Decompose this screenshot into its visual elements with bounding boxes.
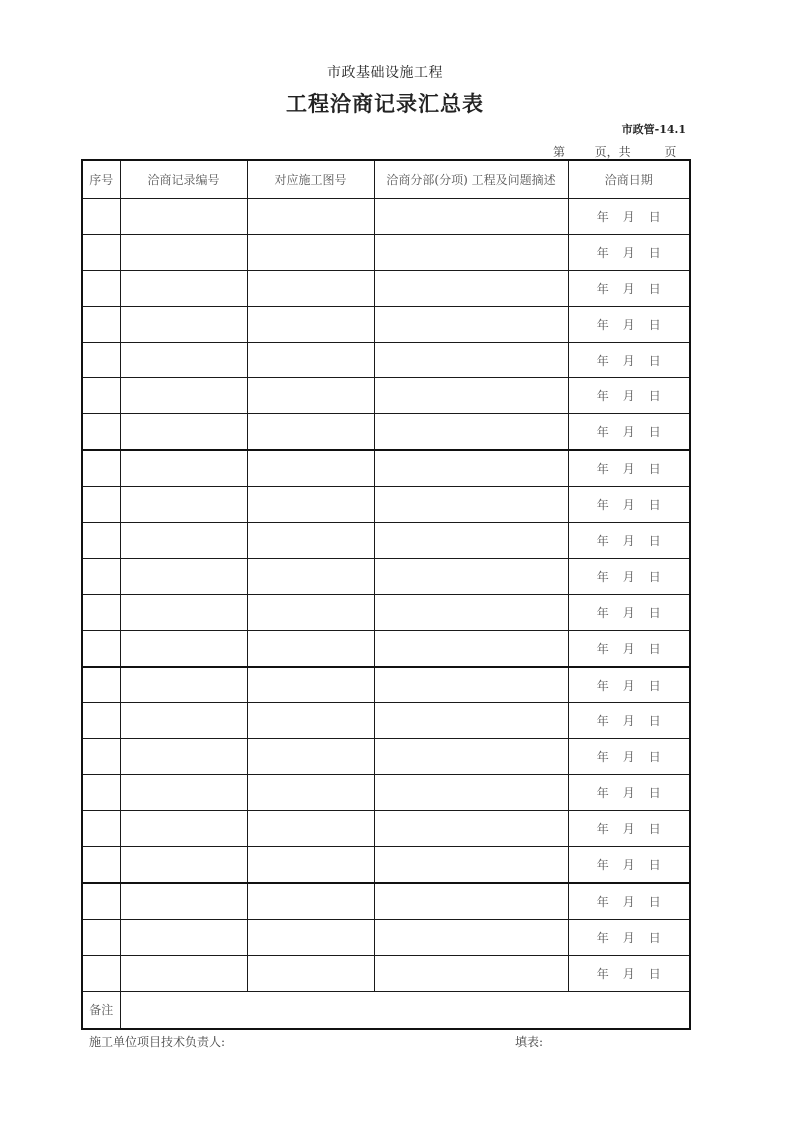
row-description-cell[interactable] xyxy=(374,558,568,594)
date-year-label: 年 xyxy=(596,498,609,513)
col-header-date: 洽商日期 xyxy=(568,160,690,199)
date-day-label: 日 xyxy=(648,389,661,404)
row-description-cell[interactable] xyxy=(374,739,568,775)
date-year-label: 年 xyxy=(596,245,609,260)
date-year-label: 年 xyxy=(596,569,609,584)
date-day-label: 日 xyxy=(648,894,661,909)
row-date-cell[interactable] xyxy=(568,594,690,630)
table-row xyxy=(82,955,690,991)
row-seq-cell[interactable] xyxy=(82,847,120,883)
date-year-label: 年 xyxy=(596,641,609,656)
row-seq-cell[interactable] xyxy=(82,306,120,342)
row-drawing-no-cell[interactable] xyxy=(247,775,374,811)
row-seq-cell[interactable] xyxy=(82,630,120,666)
row-date-cell[interactable] xyxy=(568,739,690,775)
row-record-no-cell[interactable] xyxy=(120,306,247,342)
row-record-no-cell[interactable] xyxy=(120,811,247,847)
row-drawing-no-cell[interactable] xyxy=(247,306,374,342)
row-drawing-no-cell[interactable] xyxy=(247,955,374,991)
row-description-cell[interactable] xyxy=(374,667,568,703)
row-seq-cell[interactable] xyxy=(82,378,120,414)
remark-label: 备注 xyxy=(82,991,120,1029)
row-seq-cell[interactable] xyxy=(82,775,120,811)
date-day-label: 日 xyxy=(648,209,661,224)
row-record-no-cell[interactable] xyxy=(120,558,247,594)
row-description-cell[interactable] xyxy=(374,847,568,883)
date-day-label: 日 xyxy=(648,857,661,872)
row-record-no-cell[interactable] xyxy=(120,594,247,630)
table-row xyxy=(82,667,690,703)
row-description-cell[interactable] xyxy=(374,883,568,919)
date-day-label: 日 xyxy=(648,714,661,729)
row-date-cell[interactable] xyxy=(568,306,690,342)
row-seq-cell[interactable] xyxy=(82,270,120,306)
form-code: 市政管-14.1 xyxy=(621,123,686,136)
summary-table xyxy=(81,159,691,1030)
row-description-cell[interactable] xyxy=(374,630,568,666)
table-row xyxy=(82,199,690,235)
date-day-label: 日 xyxy=(648,533,661,548)
page-ye-label: 页 xyxy=(664,145,677,159)
row-drawing-no-cell[interactable] xyxy=(247,487,374,523)
date-month-label: 月 xyxy=(622,281,635,296)
row-seq-cell[interactable] xyxy=(82,883,120,919)
date-month-label: 月 xyxy=(622,750,635,765)
date-day-label: 日 xyxy=(648,353,661,368)
row-date-cell[interactable] xyxy=(568,487,690,523)
table-body xyxy=(82,199,690,992)
row-seq-cell[interactable] xyxy=(82,919,120,955)
row-date-cell[interactable] xyxy=(568,270,690,306)
date-year-label: 年 xyxy=(596,317,609,332)
row-record-no-cell[interactable] xyxy=(120,450,247,486)
date-year-label: 年 xyxy=(596,425,609,440)
date-year-label: 年 xyxy=(596,605,609,620)
table-row xyxy=(82,234,690,270)
row-seq-cell[interactable] xyxy=(82,342,120,378)
date-year-label: 年 xyxy=(596,462,609,477)
row-description-cell[interactable] xyxy=(374,775,568,811)
row-drawing-no-cell[interactable] xyxy=(247,558,374,594)
row-seq-cell[interactable] xyxy=(82,199,120,235)
row-seq-cell[interactable] xyxy=(82,594,120,630)
date-year-label: 年 xyxy=(596,209,609,224)
row-record-no-cell[interactable] xyxy=(120,414,247,450)
row-record-no-cell[interactable] xyxy=(120,739,247,775)
row-record-no-cell[interactable] xyxy=(120,955,247,991)
table-row xyxy=(82,919,690,955)
row-description-cell[interactable] xyxy=(374,199,568,235)
row-description-cell[interactable] xyxy=(374,594,568,630)
row-date-cell[interactable] xyxy=(568,378,690,414)
date-month-label: 月 xyxy=(622,353,635,368)
date-month-label: 月 xyxy=(622,209,635,224)
row-seq-cell[interactable] xyxy=(82,234,120,270)
row-drawing-no-cell[interactable] xyxy=(247,811,374,847)
row-record-no-cell[interactable] xyxy=(120,703,247,739)
table-row xyxy=(82,523,690,559)
date-year-label: 年 xyxy=(596,281,609,296)
row-drawing-no-cell[interactable] xyxy=(247,919,374,955)
table-row xyxy=(82,270,690,306)
date-year-label: 年 xyxy=(596,714,609,729)
row-drawing-no-cell[interactable] xyxy=(247,883,374,919)
date-month-label: 月 xyxy=(622,641,635,656)
row-drawing-no-cell[interactable] xyxy=(247,199,374,235)
row-seq-cell[interactable] xyxy=(82,811,120,847)
date-day-label: 日 xyxy=(648,569,661,584)
col-header-drawing-no: 对应施工图号 xyxy=(247,160,374,199)
row-record-no-cell[interactable] xyxy=(120,487,247,523)
row-date-cell[interactable] xyxy=(568,342,690,378)
date-day-label: 日 xyxy=(648,425,661,440)
footer-tech-lead-label: 施工单位项目技术负责人: xyxy=(89,1035,226,1049)
date-month-label: 月 xyxy=(622,966,635,981)
row-seq-cell[interactable] xyxy=(82,487,120,523)
date-year-label: 年 xyxy=(596,822,609,837)
row-date-cell[interactable] xyxy=(568,630,690,666)
row-description-cell[interactable] xyxy=(374,487,568,523)
date-day-label: 日 xyxy=(648,678,661,693)
row-seq-cell[interactable] xyxy=(82,955,120,991)
date-month-label: 月 xyxy=(622,930,635,945)
row-description-cell[interactable] xyxy=(374,306,568,342)
date-day-label: 日 xyxy=(648,966,661,981)
row-record-no-cell[interactable] xyxy=(120,234,247,270)
date-day-label: 日 xyxy=(648,498,661,513)
row-record-no-cell[interactable] xyxy=(120,270,247,306)
date-month-label: 月 xyxy=(622,569,635,584)
date-month-label: 月 xyxy=(622,425,635,440)
table-row xyxy=(82,558,690,594)
page-indicator xyxy=(553,143,676,160)
row-seq-cell[interactable] xyxy=(82,558,120,594)
row-record-no-cell[interactable] xyxy=(120,199,247,235)
row-seq-cell[interactable] xyxy=(82,739,120,775)
table-row xyxy=(82,703,690,739)
footer-filler-label: 填表: xyxy=(515,1035,544,1049)
row-description-cell[interactable] xyxy=(374,919,568,955)
table-row xyxy=(82,378,690,414)
row-date-cell[interactable] xyxy=(568,811,690,847)
row-date-cell[interactable] xyxy=(568,955,690,991)
table-row xyxy=(82,594,690,630)
table-row xyxy=(82,847,690,883)
date-month-label: 月 xyxy=(622,857,635,872)
row-record-no-cell[interactable] xyxy=(120,775,247,811)
date-month-label: 月 xyxy=(622,317,635,332)
date-month-label: 月 xyxy=(622,245,635,260)
date-year-label: 年 xyxy=(596,857,609,872)
row-record-no-cell[interactable] xyxy=(120,523,247,559)
row-date-cell[interactable] xyxy=(568,199,690,235)
row-drawing-no-cell[interactable] xyxy=(247,523,374,559)
col-header-seq: 序号 xyxy=(82,160,120,199)
row-drawing-no-cell[interactable] xyxy=(247,667,374,703)
row-date-cell[interactable] xyxy=(568,667,690,703)
row-drawing-no-cell[interactable] xyxy=(247,378,374,414)
table-row xyxy=(82,811,690,847)
page-di-label: 第 xyxy=(553,145,566,159)
date-month-label: 月 xyxy=(622,462,635,477)
date-year-label: 年 xyxy=(596,389,609,404)
table-row xyxy=(82,775,690,811)
row-record-no-cell[interactable] xyxy=(120,342,247,378)
table-row xyxy=(82,739,690,775)
row-drawing-no-cell[interactable] xyxy=(247,847,374,883)
table-row xyxy=(82,450,690,486)
row-record-no-cell[interactable] xyxy=(120,883,247,919)
date-year-label: 年 xyxy=(596,678,609,693)
table-row xyxy=(82,883,690,919)
row-seq-cell[interactable] xyxy=(82,667,120,703)
date-month-label: 月 xyxy=(622,786,635,801)
col-header-description: 洽商分部(分项) 工程及问题摘述 xyxy=(374,160,568,199)
document-subtitle: 市政基础设施工程 xyxy=(327,65,443,81)
remark-field[interactable] xyxy=(120,991,690,1029)
date-day-label: 日 xyxy=(648,786,661,801)
row-date-cell[interactable] xyxy=(568,558,690,594)
table-row xyxy=(82,487,690,523)
date-year-label: 年 xyxy=(596,894,609,909)
row-drawing-no-cell[interactable] xyxy=(247,450,374,486)
row-drawing-no-cell[interactable] xyxy=(247,630,374,666)
table-header-row xyxy=(82,160,690,199)
row-record-no-cell[interactable] xyxy=(120,378,247,414)
row-date-cell[interactable] xyxy=(568,919,690,955)
date-day-label: 日 xyxy=(648,822,661,837)
row-record-no-cell[interactable] xyxy=(120,919,247,955)
row-date-cell[interactable] xyxy=(568,450,690,486)
row-drawing-no-cell[interactable] xyxy=(247,703,374,739)
row-date-cell[interactable] xyxy=(568,775,690,811)
row-description-cell[interactable] xyxy=(374,270,568,306)
row-drawing-no-cell[interactable] xyxy=(247,234,374,270)
date-month-label: 月 xyxy=(622,822,635,837)
date-month-label: 月 xyxy=(622,533,635,548)
row-date-cell[interactable] xyxy=(568,703,690,739)
date-month-label: 月 xyxy=(622,389,635,404)
row-description-cell[interactable] xyxy=(374,342,568,378)
date-month-label: 月 xyxy=(622,498,635,513)
row-description-cell[interactable] xyxy=(374,450,568,486)
date-month-label: 月 xyxy=(622,678,635,693)
date-month-label: 月 xyxy=(622,714,635,729)
row-drawing-no-cell[interactable] xyxy=(247,739,374,775)
row-seq-cell[interactable] xyxy=(82,703,120,739)
table-row xyxy=(82,342,690,378)
date-day-label: 日 xyxy=(648,281,661,296)
table-row xyxy=(82,414,690,450)
row-description-cell[interactable] xyxy=(374,523,568,559)
date-day-label: 日 xyxy=(648,605,661,620)
date-year-label: 年 xyxy=(596,353,609,368)
table-row xyxy=(82,630,690,666)
date-year-label: 年 xyxy=(596,966,609,981)
table-row xyxy=(82,306,690,342)
date-day-label: 日 xyxy=(648,245,661,260)
col-header-record-no: 洽商记录编号 xyxy=(120,160,247,199)
date-day-label: 日 xyxy=(648,462,661,477)
row-seq-cell[interactable] xyxy=(82,523,120,559)
date-month-label: 月 xyxy=(622,605,635,620)
row-description-cell[interactable] xyxy=(374,378,568,414)
row-description-cell[interactable] xyxy=(374,414,568,450)
row-description-cell[interactable] xyxy=(374,234,568,270)
row-description-cell[interactable] xyxy=(374,955,568,991)
row-date-cell[interactable] xyxy=(568,234,690,270)
row-record-no-cell[interactable] xyxy=(120,847,247,883)
row-drawing-no-cell[interactable] xyxy=(247,594,374,630)
row-record-no-cell[interactable] xyxy=(120,667,247,703)
date-day-label: 日 xyxy=(648,317,661,332)
document-title: 工程洽商记录汇总表 xyxy=(286,92,484,116)
date-year-label: 年 xyxy=(596,930,609,945)
row-description-cell[interactable] xyxy=(374,703,568,739)
row-seq-cell[interactable] xyxy=(82,414,120,450)
row-record-no-cell[interactable] xyxy=(120,630,247,666)
date-day-label: 日 xyxy=(648,750,661,765)
date-day-label: 日 xyxy=(648,930,661,945)
row-drawing-no-cell[interactable] xyxy=(247,414,374,450)
remark-row xyxy=(82,991,690,1029)
date-year-label: 年 xyxy=(596,786,609,801)
row-date-cell[interactable] xyxy=(568,523,690,559)
date-year-label: 年 xyxy=(596,533,609,548)
row-drawing-no-cell[interactable] xyxy=(247,342,374,378)
date-day-label: 日 xyxy=(648,641,661,656)
row-date-cell[interactable] xyxy=(568,847,690,883)
row-seq-cell[interactable] xyxy=(82,450,120,486)
page-ye-gong-label: 页，共 xyxy=(594,145,631,159)
date-year-label: 年 xyxy=(596,750,609,765)
row-description-cell[interactable] xyxy=(374,811,568,847)
date-month-label: 月 xyxy=(622,894,635,909)
row-date-cell[interactable] xyxy=(568,414,690,450)
row-drawing-no-cell[interactable] xyxy=(247,270,374,306)
row-date-cell[interactable] xyxy=(568,883,690,919)
